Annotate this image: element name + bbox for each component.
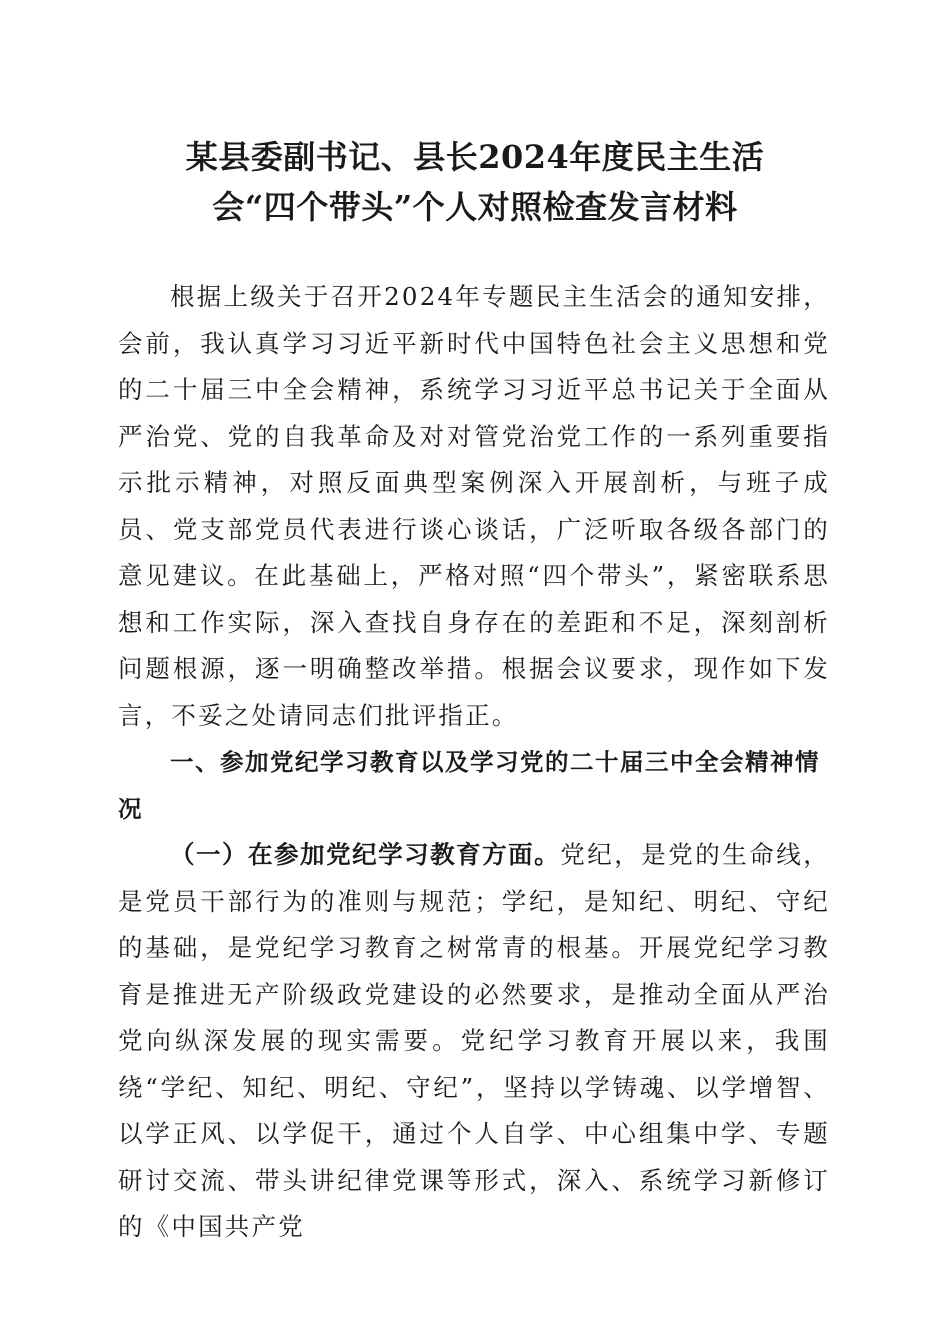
subsection-1-paragraph [118, 832, 830, 1251]
subsection-1-heading: （一）在参加党纪学习教育方面。 [170, 840, 561, 869]
subsection-1-text: 党纪，是党的生命线，是党员干部行为的准则与规范；学纪，是知纪、明纪、守纪的基础，是党纪学习教育之树常青的根基。开展党纪学习教育是推进无产阶级政党建设的必然要求，是推动全面从严治党向纵深发展的现实需要。党纪学习教育开展以来，我围绕“学纪、知纪、明纪、守纪”，坚持以学铸魂、以学增智、以学正风、以学促干，通过个人自学、中心组集中学、专题研讨交流、带头讲纪律党课等形式，深入、系统学习新修订的《中国共产党 [118, 840, 830, 1241]
section-1-heading: 一、参加党纪学习教育以及学习党的二十届三中全会精神情况 [118, 748, 820, 823]
intro-paragraph: 根据上级关于召开2024年专题民主生活会的通知安排，会前，我认真学习习近平新时代中国特色社会主义思想和党的二十届三中全会精神，系统学习习近平总书记关于全面从严治党、党的自我革命及对对管党治党工作的一系列重要指示批示精神，对照反面典型案例深入开展剖析，与班子成员、党支部党员代表进行谈心谈话，广泛听取各级各部门的意见建议。在此基础上，严格对照“四个带头”，紧密联系思想和工作实际，深入查找自身存在的差距和不足，深刻剖析问题根源，逐一明确整改举措。根据会议要求，现作如下发言，不妥之处请同志们批评指正。 [118, 282, 830, 730]
document-body [118, 274, 830, 1251]
document-title [118, 132, 832, 232]
title-line-2: 会“四个带头”个人对照检查发言材料 [212, 188, 738, 226]
title-line-1: 某县委副书记、县长2024年度民主生活 [185, 138, 765, 176]
